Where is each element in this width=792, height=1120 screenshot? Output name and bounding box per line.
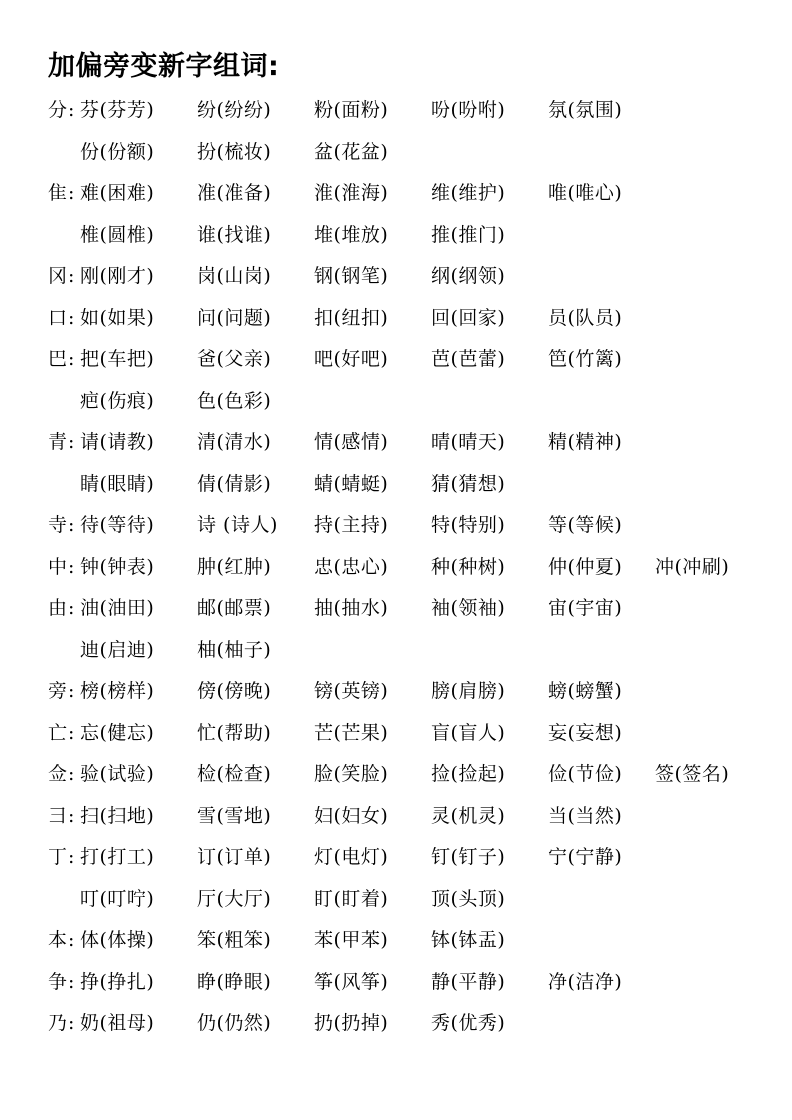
word-entry: 宁(宁静) [548, 846, 623, 868]
word-entry: 淮(淮海) [314, 182, 389, 204]
word-row [0, 547, 792, 589]
word-entry: 迪(启迪) [80, 638, 155, 661]
word-entry: 灵(机灵) [431, 804, 506, 827]
word-entry: 雪(雪地) [197, 804, 272, 827]
word-entry: 抽(抽水) [314, 597, 389, 619]
word-entry: 疤(伤痕) [80, 389, 155, 412]
radical-label: 巴 [48, 348, 68, 370]
radical-label: 中 [48, 555, 68, 578]
word-entry: 难(困难) [80, 182, 155, 204]
radical-colon: : [68, 514, 75, 536]
radical-label: 丁 [48, 846, 68, 868]
word-entry: 叮(叮咛) [80, 887, 155, 910]
radical-colon: : [68, 99, 75, 121]
word-row [0, 381, 792, 423]
word-entry: 打(打工) [80, 846, 155, 868]
word-entry: 特(特别) [431, 514, 506, 536]
word-entry: 忘(健忘) [80, 721, 155, 744]
word-entry: 镑(英镑) [314, 680, 389, 702]
radical-label: 由 [48, 597, 68, 619]
word-row [0, 505, 792, 547]
radical-label: 亡 [48, 721, 68, 744]
word-entry: 睛(眼睛) [80, 472, 155, 495]
word-entry: 精(精神) [548, 431, 623, 453]
word-row [0, 256, 792, 298]
word-entry: 持(主持) [314, 514, 389, 536]
word-entry: 忙(帮助) [197, 721, 272, 744]
word-row [0, 132, 792, 174]
radical-colon: : [68, 597, 75, 619]
word-row [0, 464, 792, 506]
word-row [0, 962, 792, 1004]
word-entry: 袖(领袖) [431, 597, 506, 619]
word-entry: 色(色彩) [197, 389, 272, 412]
word-entry: 盯(盯着) [314, 887, 389, 910]
word-entry: 冲(冲刷) [655, 555, 730, 578]
word-entry: 等(等候) [548, 514, 623, 536]
word-entry: 种(种树) [431, 555, 506, 578]
word-entry: 捡(捡起) [431, 763, 506, 785]
word-entry: 钟(钟表) [80, 555, 155, 578]
word-entry: 挣(挣扎) [80, 970, 155, 993]
word-entry: 吧(好吧) [314, 348, 389, 370]
word-entry: 订(订单) [197, 846, 272, 868]
radical-colon: : [68, 804, 75, 827]
radical-label: 青 [48, 431, 68, 453]
radical-colon: : [68, 265, 75, 287]
radical-colon: : [68, 721, 75, 744]
word-entry: 盆(花盆) [314, 140, 389, 163]
word-entry: 厅(大厅) [197, 887, 272, 910]
word-entry: 妇(妇女) [314, 804, 389, 827]
word-row [0, 422, 792, 464]
radical-label: 口 [48, 306, 68, 329]
word-entry: 唯(唯心) [548, 182, 623, 204]
word-entry: 仍(仍然) [197, 1012, 272, 1034]
radical-colon: : [68, 846, 75, 868]
word-entry: 筝(风筝) [314, 970, 389, 993]
word-entry: 请(请教) [80, 431, 155, 453]
word-entry: 扣(纽扣) [314, 306, 389, 329]
word-row [0, 173, 792, 215]
word-entry: 刚(刚才) [80, 265, 155, 287]
word-entry: 顶(头顶) [431, 887, 506, 910]
word-entry: 笨(粗笨) [197, 929, 272, 951]
word-entry: 芬(芬芳) [80, 99, 155, 121]
word-entry: 签(签名) [655, 763, 730, 785]
word-entry: 仲(仲夏) [548, 555, 623, 578]
word-entry: 螃(螃蟹) [548, 680, 623, 702]
radical-label: 彐 [48, 804, 68, 827]
word-entry: 谁(找谁) [197, 223, 272, 246]
word-entry: 吩(吩咐) [431, 99, 506, 121]
word-entry: 体(体操) [80, 929, 155, 951]
word-entry: 宙(宇宙) [548, 597, 623, 619]
word-row [0, 837, 792, 879]
word-entry: 推(推门) [431, 223, 506, 246]
word-entry: 钉(钉子) [431, 846, 506, 868]
word-entry: 准(准备) [197, 182, 272, 204]
word-entry: 情(感情) [314, 431, 389, 453]
word-entry: 钢(钢笔) [314, 265, 389, 287]
word-row [0, 298, 792, 340]
radical-label: 乃 [48, 1012, 68, 1034]
word-entry: 妄(妄想) [548, 721, 623, 744]
word-entry: 柚(柚子) [197, 638, 272, 661]
word-entry: 维(维护) [431, 182, 506, 204]
page-title: 加偏旁变新字组词: [48, 51, 280, 82]
word-entry: 扮(梳妆) [197, 140, 272, 163]
word-entry: 验(试验) [80, 763, 155, 785]
word-entry: 检(检查) [197, 763, 272, 785]
word-row [0, 796, 792, 838]
word-row [0, 588, 792, 630]
radical-colon: : [68, 555, 75, 578]
radical-colon: : [68, 182, 75, 204]
word-row [0, 630, 792, 672]
word-entry: 肿(红肿) [197, 555, 272, 578]
word-entry: 晴(晴天) [431, 431, 506, 453]
word-entry: 钵(钵盂) [431, 929, 506, 951]
word-entry: 清(清水) [197, 431, 272, 453]
radical-label: 佥 [48, 763, 68, 785]
word-row [0, 1003, 792, 1045]
word-entry: 倩(倩影) [197, 472, 272, 495]
word-entry: 睁(睁眼) [197, 970, 272, 993]
word-entry: 猜(猜想) [431, 472, 506, 495]
word-entry: 傍(傍晚) [197, 680, 272, 702]
word-entry: 爸(父亲) [197, 348, 272, 370]
word-entry: 脸(笑脸) [314, 763, 389, 785]
word-entry: 椎(圆椎) [80, 223, 155, 246]
word-entry: 蜻(蜻蜓) [314, 472, 389, 495]
word-entry: 份(份额) [80, 140, 155, 163]
word-row [0, 754, 792, 796]
word-entry: 净(洁净) [548, 970, 623, 993]
word-entry: 纲(纲领) [431, 265, 506, 287]
word-entry: 诗 (诗人) [197, 514, 278, 536]
radical-colon: : [68, 929, 75, 951]
word-entry: 奶(祖母) [80, 1012, 155, 1034]
word-entry: 回(回家) [431, 306, 506, 329]
radical-label: 争 [48, 970, 68, 993]
radical-colon: : [68, 431, 75, 453]
word-entry: 盲(盲人) [431, 721, 506, 744]
word-entry: 把(车把) [80, 348, 155, 370]
word-entry: 静(平静) [431, 970, 506, 993]
word-entry: 堆(堆放) [314, 223, 389, 246]
radical-colon: : [68, 763, 75, 785]
word-entry: 油(油田) [80, 597, 155, 619]
word-entry: 扔(扔掉) [314, 1012, 389, 1034]
word-row [0, 671, 792, 713]
word-entry: 芒(芒果) [314, 721, 389, 744]
word-row [0, 920, 792, 962]
radical-label: 本 [48, 929, 68, 951]
word-entry: 榜(榜样) [80, 680, 155, 702]
word-entry: 膀(肩膀) [431, 680, 506, 702]
word-entry: 秀(优秀) [431, 1012, 506, 1034]
word-entry: 岗(山岗) [197, 265, 272, 287]
word-entry: 待(等待) [80, 514, 155, 536]
word-entry: 灯(电灯) [314, 846, 389, 868]
word-entry: 如(如果) [80, 306, 155, 329]
word-list [0, 90, 792, 1045]
word-entry: 芭(芭蕾) [431, 348, 506, 370]
radical-label: 冈 [48, 265, 68, 287]
word-entry: 笆(竹篱) [548, 348, 623, 370]
word-entry: 忠(忠心) [314, 555, 389, 578]
word-row [0, 339, 792, 381]
radical-colon: : [68, 1012, 75, 1034]
word-entry: 氛(氛围) [548, 99, 623, 121]
word-entry: 问(问题) [197, 306, 272, 329]
radical-label: 分 [48, 99, 68, 121]
word-entry: 苯(甲苯) [314, 929, 389, 951]
radical-colon: : [68, 306, 75, 329]
word-row [0, 215, 792, 257]
word-row [0, 90, 792, 132]
word-row [0, 879, 792, 921]
radical-label: 隹 [48, 182, 68, 204]
word-entry: 粉(面粉) [314, 99, 389, 121]
word-entry: 当(当然) [548, 804, 623, 827]
radical-colon: : [68, 348, 75, 370]
radical-colon: : [68, 680, 75, 702]
word-entry: 员(队员) [548, 306, 623, 329]
word-row [0, 713, 792, 755]
word-entry: 俭(节俭) [548, 763, 623, 785]
radical-label: 旁 [48, 680, 68, 702]
word-entry: 邮(邮票) [197, 597, 272, 619]
word-entry: 扫(扫地) [80, 804, 155, 827]
radical-colon: : [68, 970, 75, 993]
word-entry: 纷(纷纷) [197, 99, 272, 121]
radical-label: 寺 [48, 514, 68, 536]
